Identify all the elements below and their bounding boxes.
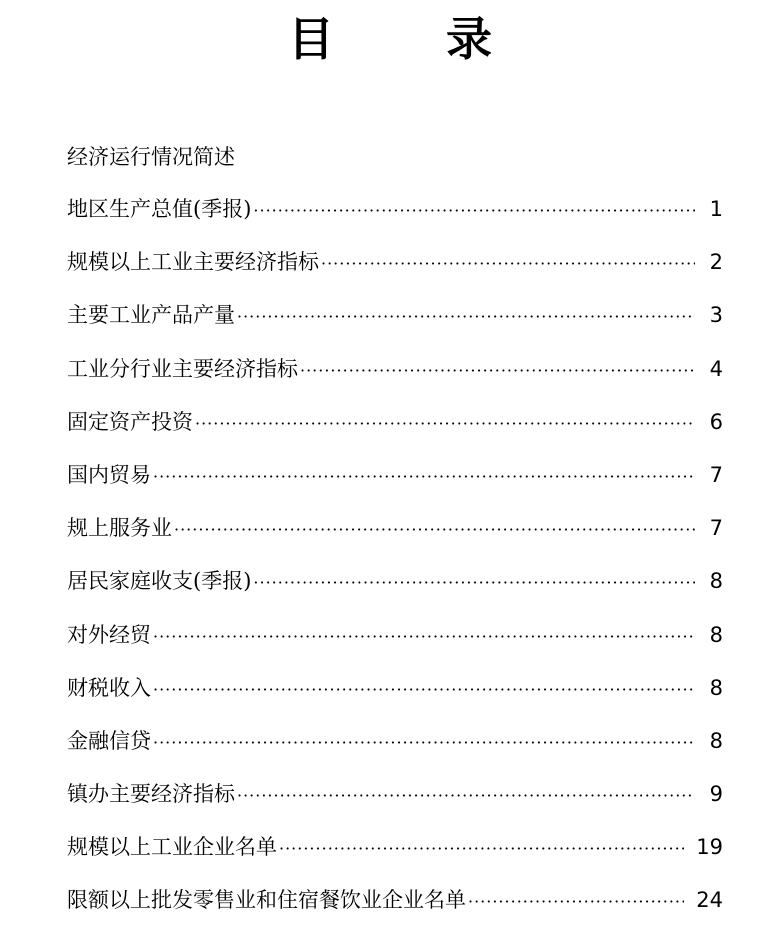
- toc-entry-label: 限额以上批发零售业和住宿餐饮业企业名单: [67, 888, 466, 913]
- dot-leader: [237, 779, 695, 813]
- dot-leader: [279, 832, 684, 866]
- toc-entry-label: 国内贸易: [67, 462, 151, 487]
- toc-entry[interactable]: [67, 564, 723, 617]
- toc-entry-label: 金融信贷: [67, 728, 151, 753]
- dot-leader: [300, 354, 695, 388]
- toc-entry[interactable]: [67, 192, 723, 245]
- toc-entry-page: 8: [709, 675, 723, 700]
- toc-entry-label: 财税收入: [67, 675, 151, 700]
- toc-entry[interactable]: [67, 830, 723, 883]
- toc-entry-label: 居民家庭收支(季报): [67, 569, 252, 594]
- toc-entry[interactable]: [67, 883, 723, 936]
- toc-entry[interactable]: [67, 777, 723, 830]
- dot-leader: [153, 460, 695, 494]
- toc-entry-page: 24: [696, 888, 723, 913]
- toc-entry-label: 镇办主要经济指标: [67, 782, 235, 807]
- toc-entry-label: 规模以上工业主要经济指标: [67, 250, 319, 275]
- table-of-contents: [67, 192, 723, 937]
- toc-entry-label: 主要工业产品产量: [67, 303, 235, 328]
- toc-entry[interactable]: [67, 724, 723, 777]
- toc-entry-page: 8: [709, 728, 723, 753]
- toc-entry-page: 2: [709, 250, 723, 275]
- toc-entry-label: 规上服务业: [67, 516, 172, 541]
- toc-entry[interactable]: [67, 245, 723, 298]
- toc-entry-page: 9: [709, 782, 723, 807]
- toc-entry-page: 7: [709, 516, 723, 541]
- toc-entry-page: 8: [709, 622, 723, 647]
- toc-entry[interactable]: [67, 298, 723, 351]
- dot-leader: [237, 300, 695, 334]
- toc-entry[interactable]: [67, 405, 723, 458]
- dot-leader: [321, 247, 695, 281]
- toc-entry-page: 4: [709, 356, 723, 381]
- dot-leader: [153, 726, 695, 760]
- dot-leader: [153, 673, 695, 707]
- section-heading: 经济运行情况简述: [67, 145, 235, 169]
- toc-entry-label: 工业分行业主要经济指标: [67, 356, 298, 381]
- toc-entry[interactable]: [67, 458, 723, 511]
- toc-entry-label: 对外经贸: [67, 622, 151, 647]
- dot-leader: [253, 566, 695, 600]
- toc-entry[interactable]: [67, 511, 723, 564]
- toc-entry-page: 3: [709, 303, 723, 328]
- dot-leader: [153, 620, 695, 654]
- toc-entry[interactable]: [67, 671, 723, 724]
- toc-entry-page: 6: [709, 409, 723, 434]
- toc-entry-label: 地区生产总值(季报): [67, 197, 252, 221]
- toc-entry-label: 规模以上工业企业名单: [67, 835, 277, 860]
- dot-leader: [195, 407, 695, 441]
- dot-leader: [253, 194, 695, 228]
- toc-entry[interactable]: [67, 352, 723, 405]
- dot-leader: [174, 513, 695, 547]
- dot-leader: [468, 885, 684, 919]
- toc-entry-page: 7: [709, 462, 723, 487]
- toc-entry-label: 固定资产投资: [67, 409, 193, 434]
- page-title: 目 录: [287, 12, 540, 66]
- toc-entry[interactable]: [67, 618, 723, 671]
- toc-entry-page: 19: [696, 835, 723, 860]
- toc-entry-page: 8: [709, 569, 723, 594]
- toc-entry-page: 1: [709, 197, 723, 221]
